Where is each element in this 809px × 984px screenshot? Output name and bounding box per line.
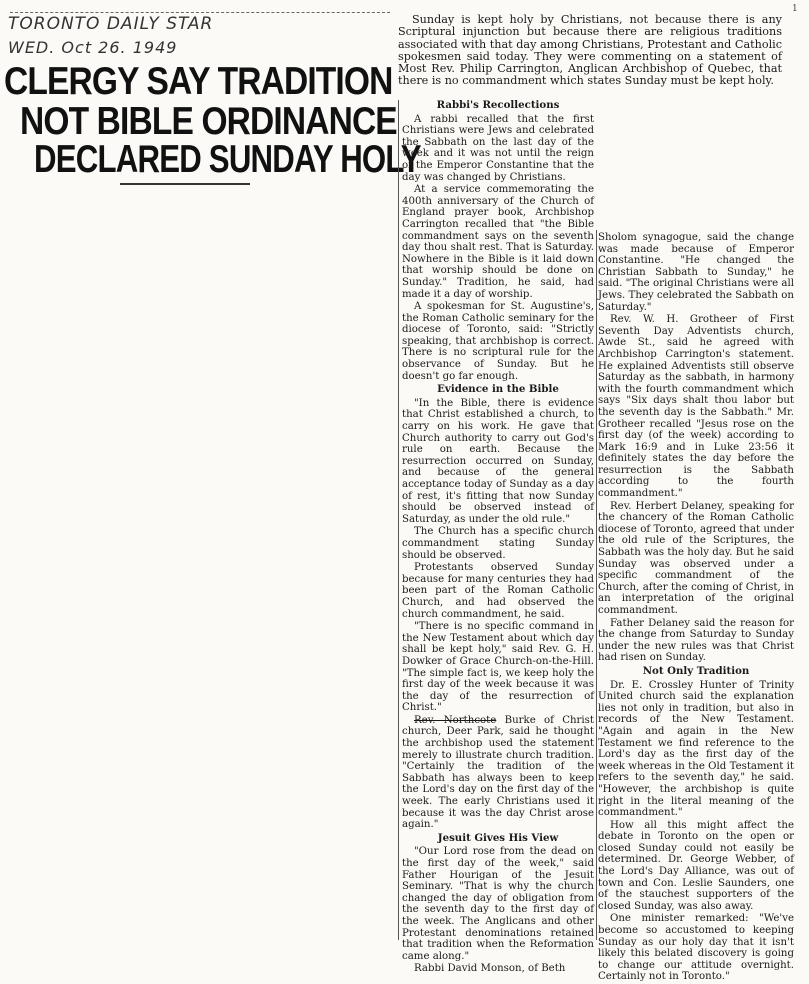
headline-line-2: NOT BIBLE ORDINANCE — [20, 100, 397, 143]
paragraph: The Church has a specific church commandment stating Sunday should be observed. — [402, 526, 594, 561]
lead-paragraph — [398, 14, 782, 88]
paragraph: Rev. W. H. Grotheer of First Seventh Day Adventists church, Awde St., said he agreed with Archbishop Carrington's statement. He explained Adventists still observe Saturday as the sabbath, in harmony with the fourth commandment which says "Six days shalt thou labor but the seventh day is the Sabbath." Mr. Grotheer recalled "Jesus rose on the first day (of the week) according to Mark 16:9 and in Luke 23:56 it definitely states the day before the resurrection is the Sabbath according to the fourth commandment." — [598, 314, 794, 500]
paragraph: Father Delaney said the reason for the change from Saturday to Sunday under the new rules was that Christ had risen on Sunday. — [598, 617, 794, 664]
article-column-1 — [402, 98, 594, 976]
subhead-rabbis-recollections: Rabbi's Recollections — [436, 99, 560, 111]
top-dashed-rule — [10, 12, 390, 13]
paragraph: "In the Bible, there is evidence that Christ established a church, to carry on his work. He gave that Church authority to carry out God's rule on earth. Because the resurrection occurred on Sunday, and because of the general acceptance today of Sunday as a day of rest, it's fitting that now Sunday should be observed instead of Saturday, as under the old rule." — [402, 397, 594, 525]
lead-text: Sunday is kept holy by Christians, not because there is any Scriptural injunction but because there are religious traditions associated with that day among Christians, Protestant and Catholic spokesmen said today. They were commenting on a statement of Most Rev. Philip Carrington, Anglican Archbishop of Quebec, that there is no commandment which states Sunday must be kept holy. — [398, 13, 782, 88]
paragraph: A spokesman for St. Augustine's, the Roman Catholic seminary for the diocese of Toronto, said: "Strictly speaking, that archbishop is correct. There is no scriptural rule for the observance of Sunday. But he doesn't go far enough. — [402, 301, 594, 382]
paragraph: Rev. Herbert Delaney, speaking for the chancery of the Roman Catholic diocese of Toronto, agreed that under the old rule of the Scriptures, the Sabbath was the holy day. But he said Sunday was observed under a specific commandment of the Church, after the coming of Christ, in an interpretation of the original commandment. — [598, 500, 794, 616]
paragraph: Sholom synagogue, said the change was made because of Emperor Constantine. "He changed the Christian Sabbath to Sunday," he said. "The original Christians were all Jews. They celebrated the Sabbath on Saturday." — [598, 232, 794, 313]
handwritten-source: TORONTO DAILY STAR — [8, 14, 214, 34]
struck-name: Rev. Northcote — [414, 714, 497, 726]
paragraph: A rabbi recalled that the first Christians were Jews and celebrated the Sabbath on the last day of the week and it was not until the reign of the Emperor Constantine that the day was changed by Christians. — [402, 113, 594, 183]
paragraph: Dr. E. Crossley Hunter of Trinity United church said the explanation lies not only in tradition, but also in records of the New Testament. "Again and again in the New Testament we find reference to the Lord's day as the first day of the week whereas in the Old Testament it refers to the seventh day," he said. "However, the archbishop is quite right in the literal meaning of the commandment." — [598, 679, 794, 819]
article-column-2 — [598, 232, 794, 984]
paragraph: At a service commemorating the 400th anniversary of the Church of England prayer book, Archbishop Carrington recalled that "the Bible commandment says on the seventh day thou shalt rest. That is Saturday. Nowhere in the Bible is it laid down that worship should be done on Sunday." Tradition, he said, had made it a day of worship. — [402, 184, 594, 300]
paragraph: "Our Lord rose from the dead on the first day of the week," said Father Hourigan of the Jesuit Seminary. "That is why the church changed the day of obligation from the seventh day to the first day of the week. The Anglicans and other Protestant denominations retained that tradition when the Reformation came along." — [402, 846, 594, 962]
page-mark: 1 — [792, 4, 798, 14]
subhead-evidence-in-the-bible: Evidence in the Bible — [437, 383, 559, 396]
paragraph: Rabbi David Monson, of Beth — [414, 963, 566, 975]
paragraph-text: Burke of Christ church, Deer Park, said he thought the archbishop used the statement merely to illustrate church tradition. "Certainly the tradition of the Sabbath has always been to keep the Lord's day on the first day of the week. The early Christians used it because it was the day Christ arose again." — [402, 714, 595, 831]
headline-line-3: DECLARED SUNDAY HOLY — [34, 138, 421, 181]
subhead-not-only-tradition: Not Only Tradition — [642, 664, 750, 677]
column-divider-2 — [596, 230, 597, 940]
paragraph — [402, 715, 594, 831]
paragraph: "There is no specific command in the New Testament about which day shall be kept holy," said Rev. G. H. Dowker of Grace Church-on-the-Hill. "The simple fact is, we keep holy the first day of the week because it was the day of the resurrection of Christ." — [402, 621, 594, 714]
paragraph: How all this might affect the debate in Toronto on the open or closed Sunday could not easily be determined. Dr. George Webber, of the Lord's Day Alliance, was out of town and Con. Leslie Saunders, one of the stauchest supporters of the closed Sunday, was also away. — [598, 819, 794, 912]
column-divider-1 — [398, 100, 399, 940]
handwritten-date: WED. Oct 26. 1949 — [8, 38, 178, 57]
paragraph: Protestants observed Sunday because for many centuries they had been part of the Roman Catholic Church, and had observed the church commandment, he said. — [402, 562, 594, 620]
headline-line-1: CLERGY SAY TRADITION — [4, 60, 393, 103]
paragraph: One minister remarked: "We've become so accustomed to keeping Sunday as our holy day that it isn't likely this belated discovery is going to change our attitude overnight. Certainly not in Toronto." — [598, 913, 794, 983]
headline-underline — [120, 183, 250, 185]
subhead-jesuit-gives-his-view: Jesuit Gives His View — [437, 831, 559, 844]
